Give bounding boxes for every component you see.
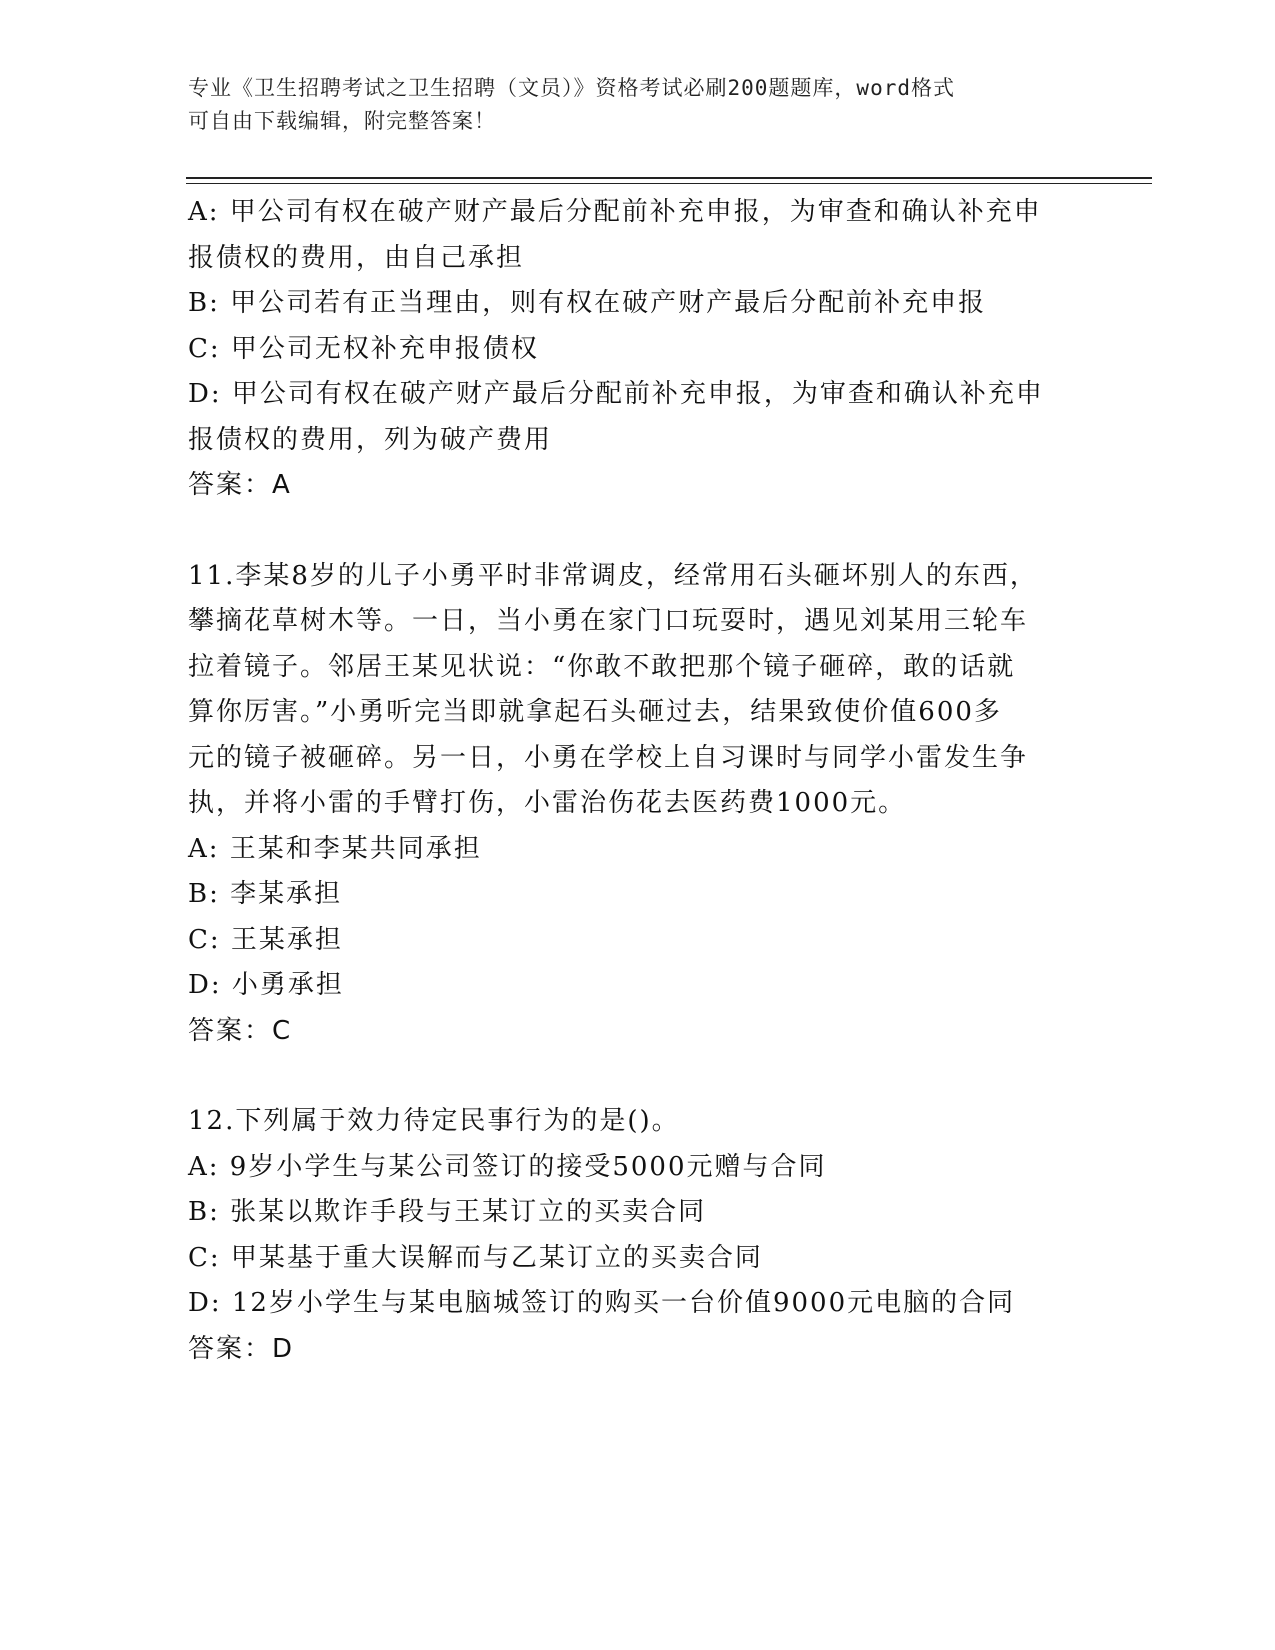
document-body bbox=[188, 190, 1088, 1372]
question-11-stem-line: 11.李某8岁的儿子小勇平时非常调皮，经常用石头砸坏别人的东西， bbox=[188, 560, 1038, 591]
question-11 bbox=[188, 554, 1088, 1055]
option-b: B: 李某承担 bbox=[188, 879, 343, 909]
question-11-stem-line: 拉着镜子。邻居王某见状说：“你敢不敢把那个镜子砸碎，敢的话就 bbox=[188, 651, 1016, 682]
option-a-line-1: A: 甲公司有权在破产财产最后分配前补充申报，为审查和确认补充申 bbox=[188, 197, 1042, 227]
option-a-line-2: 报债权的费用，由自己承担 bbox=[188, 242, 525, 273]
answer-10: 答案：A bbox=[188, 470, 292, 500]
question-11-stem-line: 算你厉害。”小勇听完当即就拿起石头砸过去，结果致使价值600多 bbox=[188, 697, 1002, 727]
spacer bbox=[188, 1054, 1088, 1099]
option-c: C: 王某承担 bbox=[188, 924, 343, 955]
question-12-stem: 12.下列属于效力待定民事行为的是()。 bbox=[188, 1106, 680, 1136]
spacer bbox=[188, 509, 1088, 554]
option-d-line-2: 报债权的费用，列为破产费用 bbox=[188, 424, 553, 455]
option-d-line-1: D: 甲公司有权在破产财产最后分配前补充申报，为审查和确认补充申 bbox=[188, 379, 1044, 409]
header-title-line-1: 专业《卫生招聘考试之卫生招聘（文员）》资格考试必刷200题题库，word格式 bbox=[188, 76, 955, 100]
option-d: D: 小勇承担 bbox=[188, 970, 344, 1000]
header-title-line-2: 可自由下载编辑，附完整答案！ bbox=[188, 109, 496, 133]
answer-12: 答案：D bbox=[188, 1333, 295, 1364]
header-rule-thin bbox=[186, 183, 1152, 184]
option-b: B: 甲公司若有正当理由，则有权在破产财产最后分配前补充申报 bbox=[188, 288, 987, 318]
question-11-stem-line: 执，并将小雷的手臂打伤，小雷治伤花去医药费1000元。 bbox=[188, 788, 907, 818]
question-11-stem-line: 攀摘花草树木等。一日，当小勇在家门口玩耍时，遇见刘某用三轮车 bbox=[188, 606, 1029, 636]
option-c: C: 甲公司无权补充申报债权 bbox=[188, 333, 539, 364]
option-b: B: 张某以欺诈手段与王某订立的买卖合同 bbox=[188, 1197, 707, 1227]
option-c: C: 甲某基于重大误解而与乙某订立的买卖合同 bbox=[188, 1242, 763, 1273]
option-a: A: 王某和李某共同承担 bbox=[188, 833, 482, 864]
answer-11: 答案：C bbox=[188, 1015, 293, 1046]
option-a: A: 9岁小学生与某公司签订的接受5000元赠与合同 bbox=[188, 1151, 827, 1182]
question-11-stem-line: 元的镜子被砸碎。另一日，小勇在学校上自习课时与同学小雷发生争 bbox=[188, 742, 1029, 773]
question-12 bbox=[188, 1099, 1088, 1372]
header-rule-thick bbox=[186, 177, 1152, 179]
option-d: D: 12岁小学生与某电脑城签订的购买一台价值9000元电脑的合同 bbox=[188, 1288, 1016, 1318]
question-10-options bbox=[188, 190, 1088, 509]
document-header bbox=[188, 72, 1068, 138]
